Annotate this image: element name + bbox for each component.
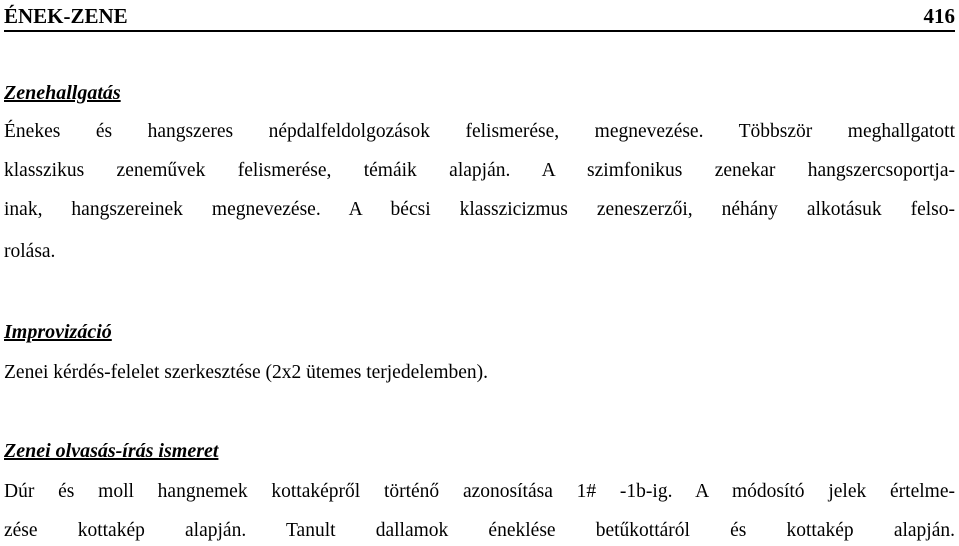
paragraph-line: klasszikus zeneművek felismerése, témáik alapján. A szimfonikus zenekar hangszercsoportja- xyxy=(4,160,955,181)
subject-title: ÉNEK-ZENE xyxy=(4,4,128,28)
paragraph-line: inak, hangszereinek megnevezése. A bécsi klasszicizmus zeneszerzői, néhány alkotásuk felso- xyxy=(4,199,955,220)
section-heading-improvizacio: Improvizáció xyxy=(4,321,112,343)
paragraph-line: zése kottakép alapján. Tanult dallamok éneklése betűkottáról és kottakép alapján. xyxy=(4,520,955,541)
section-heading-zenehallgatas: Zenehallgatás xyxy=(4,82,121,104)
section-heading-zenei-olvasas: Zenei olvasás-írás ismeret xyxy=(4,440,219,462)
paragraph-line: Dúr és moll hangnemek kottaképről történő azonosítása 1# -1b-ig. A módosító jelek értelme- xyxy=(4,481,955,502)
page-header xyxy=(4,2,955,32)
paragraph-line: Zenei kérdés-felelet szerkesztése (2x2 ütemes terjedelemben). xyxy=(4,362,489,383)
paragraph-line: Énekes és hangszeres népdalfeldolgozások felismerése, megnevezése. Többször meghallgatott xyxy=(4,121,955,142)
page-number: 416 xyxy=(923,4,955,28)
paragraph-line: rolása. xyxy=(4,241,56,262)
